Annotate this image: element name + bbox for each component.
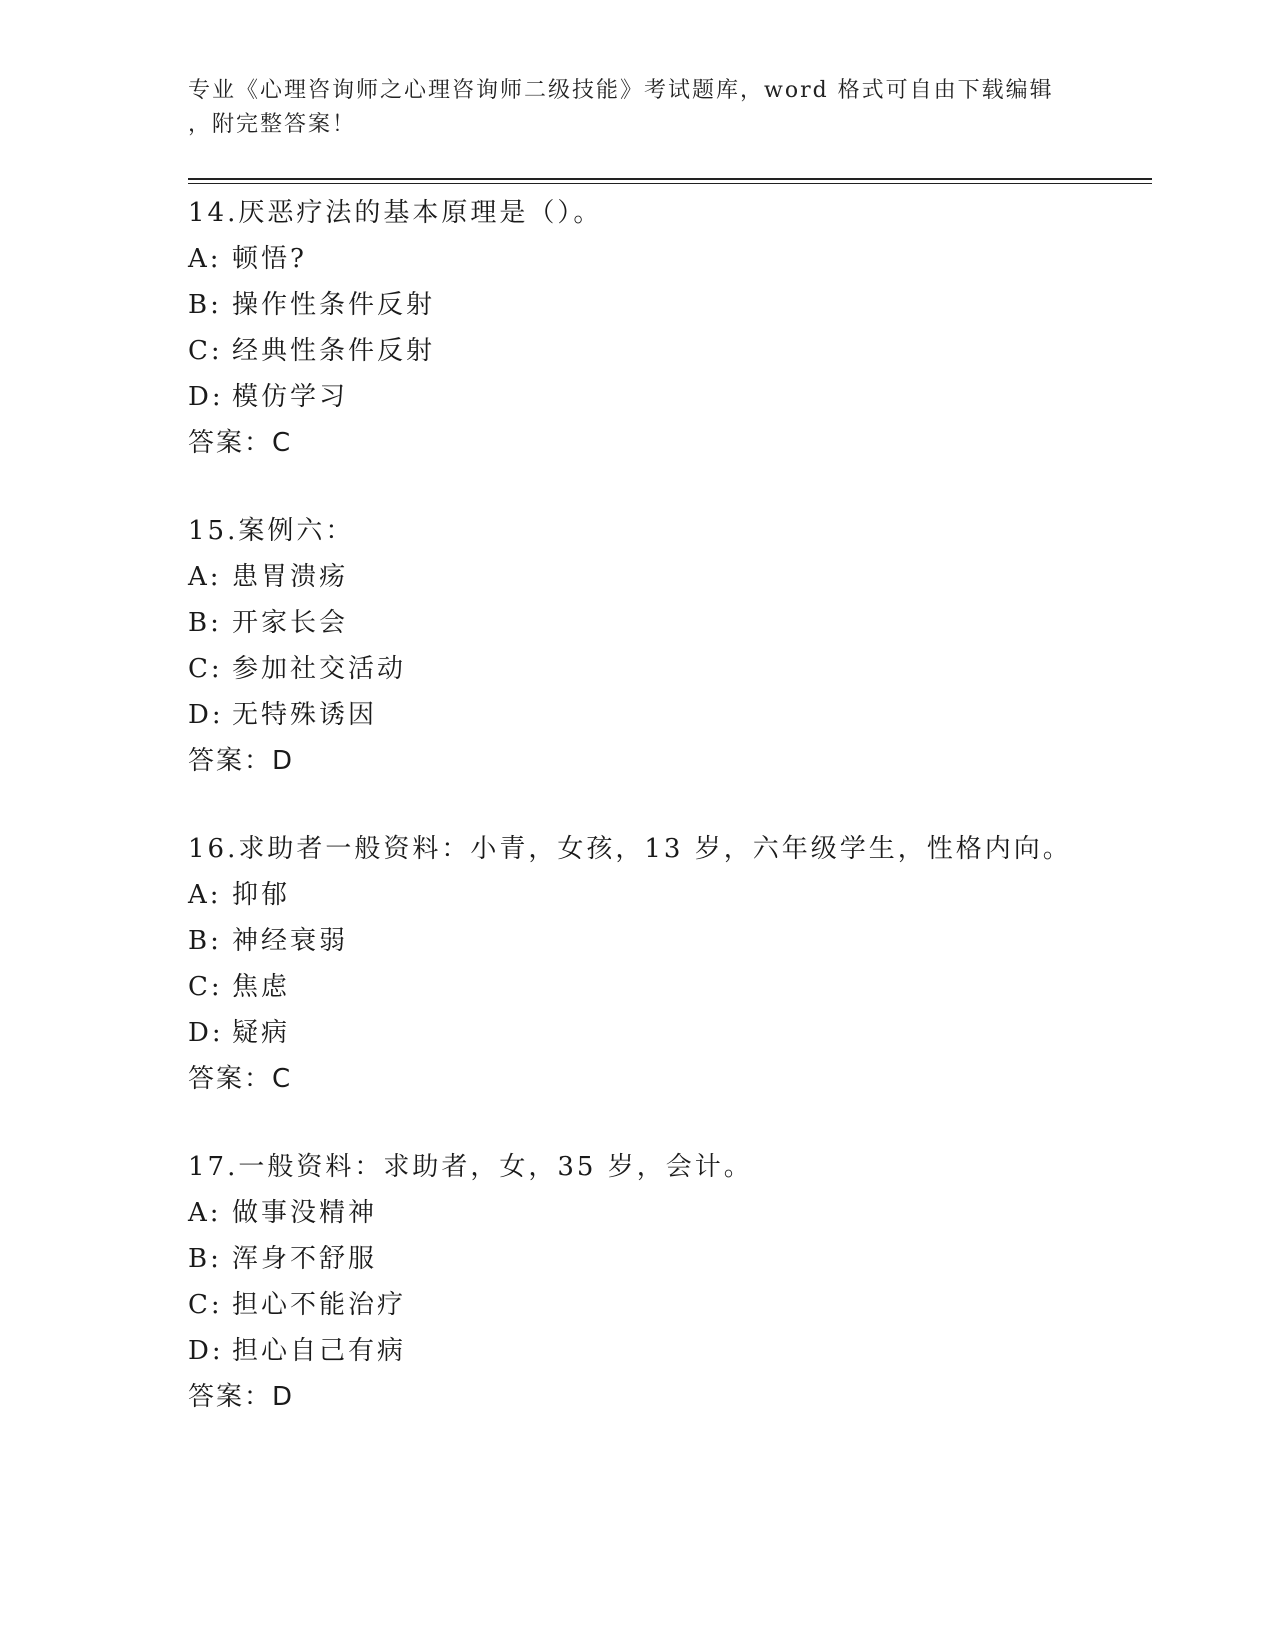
option-c bbox=[188, 328, 1148, 374]
question-title: 14.厌恶疗法的基本原理是（）。 bbox=[188, 198, 603, 228]
question-spacer bbox=[188, 1102, 1148, 1144]
answer-line: 答案：C bbox=[188, 428, 293, 458]
question-16 bbox=[188, 826, 1148, 1102]
option-a bbox=[188, 236, 1148, 282]
option-c bbox=[188, 646, 1148, 692]
header-line-2: ，附完整答案！ bbox=[188, 112, 357, 137]
option-letter: A: bbox=[188, 880, 222, 910]
option-text: 抑郁 bbox=[232, 880, 291, 910]
question-list bbox=[188, 190, 1148, 1420]
option-text: 顿悟? bbox=[232, 244, 307, 274]
option-text: 经典性条件反射 bbox=[232, 336, 436, 366]
option-letter: D: bbox=[188, 382, 224, 412]
header-line-1: 专业《心理咨询师之心理咨询师二级技能》考试题库，word 格式可自由下载编辑 bbox=[188, 78, 1054, 103]
option-letter: A: bbox=[188, 562, 222, 592]
question-14 bbox=[188, 190, 1148, 466]
option-letter: C: bbox=[188, 1290, 223, 1320]
answer-line: 答案：D bbox=[188, 1382, 295, 1412]
document-header bbox=[188, 74, 1068, 142]
answer-line: 答案：C bbox=[188, 1064, 293, 1094]
question-title: 17.一般资料：求助者，女，35 岁，会计。 bbox=[188, 1152, 753, 1182]
option-letter: D: bbox=[188, 700, 224, 730]
option-letter: D: bbox=[188, 1336, 224, 1366]
option-text: 操作性条件反射 bbox=[232, 290, 436, 320]
option-letter: B: bbox=[188, 1244, 222, 1274]
option-text: 担心自己有病 bbox=[232, 1336, 407, 1366]
option-text: 担心不能治疗 bbox=[232, 1290, 407, 1320]
option-letter: C: bbox=[188, 336, 223, 366]
option-text: 患胃溃疡 bbox=[232, 562, 349, 592]
option-d bbox=[188, 1328, 1148, 1374]
option-text: 浑身不舒服 bbox=[232, 1244, 378, 1274]
question-title: 15.案例六： bbox=[188, 516, 355, 546]
option-text: 神经衰弱 bbox=[232, 926, 349, 956]
option-b bbox=[188, 282, 1148, 328]
option-letter: C: bbox=[188, 972, 223, 1002]
option-d bbox=[188, 1010, 1148, 1056]
option-letter: B: bbox=[188, 926, 222, 956]
option-letter: B: bbox=[188, 290, 222, 320]
option-b bbox=[188, 918, 1148, 964]
option-letter: B: bbox=[188, 608, 222, 638]
option-text: 疑病 bbox=[232, 1018, 291, 1048]
option-c bbox=[188, 964, 1148, 1010]
question-15 bbox=[188, 508, 1148, 784]
option-letter: A: bbox=[188, 1198, 222, 1228]
option-b bbox=[188, 600, 1148, 646]
question-spacer bbox=[188, 466, 1148, 508]
option-text: 模仿学习 bbox=[232, 382, 349, 412]
option-letter: C: bbox=[188, 654, 223, 684]
option-text: 做事没精神 bbox=[232, 1198, 378, 1228]
option-a bbox=[188, 554, 1148, 600]
question-title: 16.求助者一般资料：小青，女孩，13 岁，六年级学生，性格内向。 bbox=[188, 834, 1072, 864]
answer-line: 答案：D bbox=[188, 746, 295, 776]
option-d bbox=[188, 374, 1148, 420]
option-a bbox=[188, 1190, 1148, 1236]
option-a bbox=[188, 872, 1148, 918]
option-letter: A: bbox=[188, 244, 222, 274]
question-spacer bbox=[188, 784, 1148, 826]
option-text: 焦虑 bbox=[232, 972, 291, 1002]
option-text: 无特殊诱因 bbox=[232, 700, 378, 730]
option-text: 开家长会 bbox=[232, 608, 349, 638]
header-divider-thick bbox=[188, 178, 1152, 180]
question-17 bbox=[188, 1144, 1148, 1420]
option-text: 参加社交活动 bbox=[232, 654, 407, 684]
option-b bbox=[188, 1236, 1148, 1282]
option-c bbox=[188, 1282, 1148, 1328]
option-letter: D: bbox=[188, 1018, 224, 1048]
option-d bbox=[188, 692, 1148, 738]
header-divider-thin bbox=[188, 183, 1152, 184]
